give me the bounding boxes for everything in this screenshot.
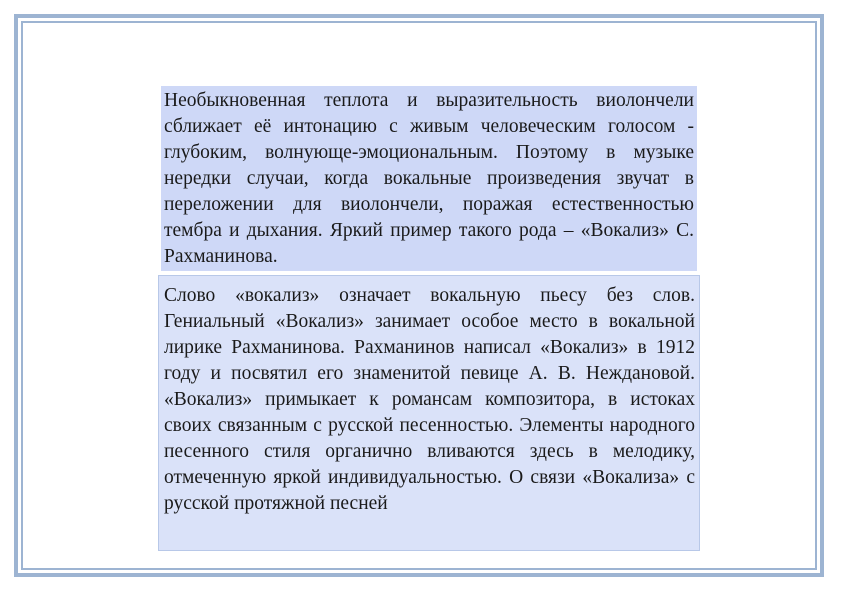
vocalise-description-paragraph: Слово «вокализ» означает вокальную пьесу без слов. Гениальный «Вокализ» занимает особое место в вокальной лирике Рахманинова. Рахманинов написал «Вокализ» в 1912 году и посвятил его знаменитой певице А. В. Неждановой. «Вокализ» примыкает к романсам композитора, в истоках своих связанным с русской песенностью. Элементы народного песенного стиля органично вливаются здесь в мелодику, отмеченную яркой индивидуальностью. О связи «Вокализа» с русской протяжной песней	[158, 275, 700, 551]
cello-intro-paragraph: Необыкновенная теплота и выразительность виолончели сближает её интонацию с живым человеческим голосом - глубоким, волнующе-эмоциональным. Поэтому в музыке нередки случаи, когда вокальные произведения звучат в переложении для виолончели, поражая естественностью тембра и дыхания. Яркий пример такого рода – «Вокализ» С. Рахманинова.	[161, 86, 697, 271]
